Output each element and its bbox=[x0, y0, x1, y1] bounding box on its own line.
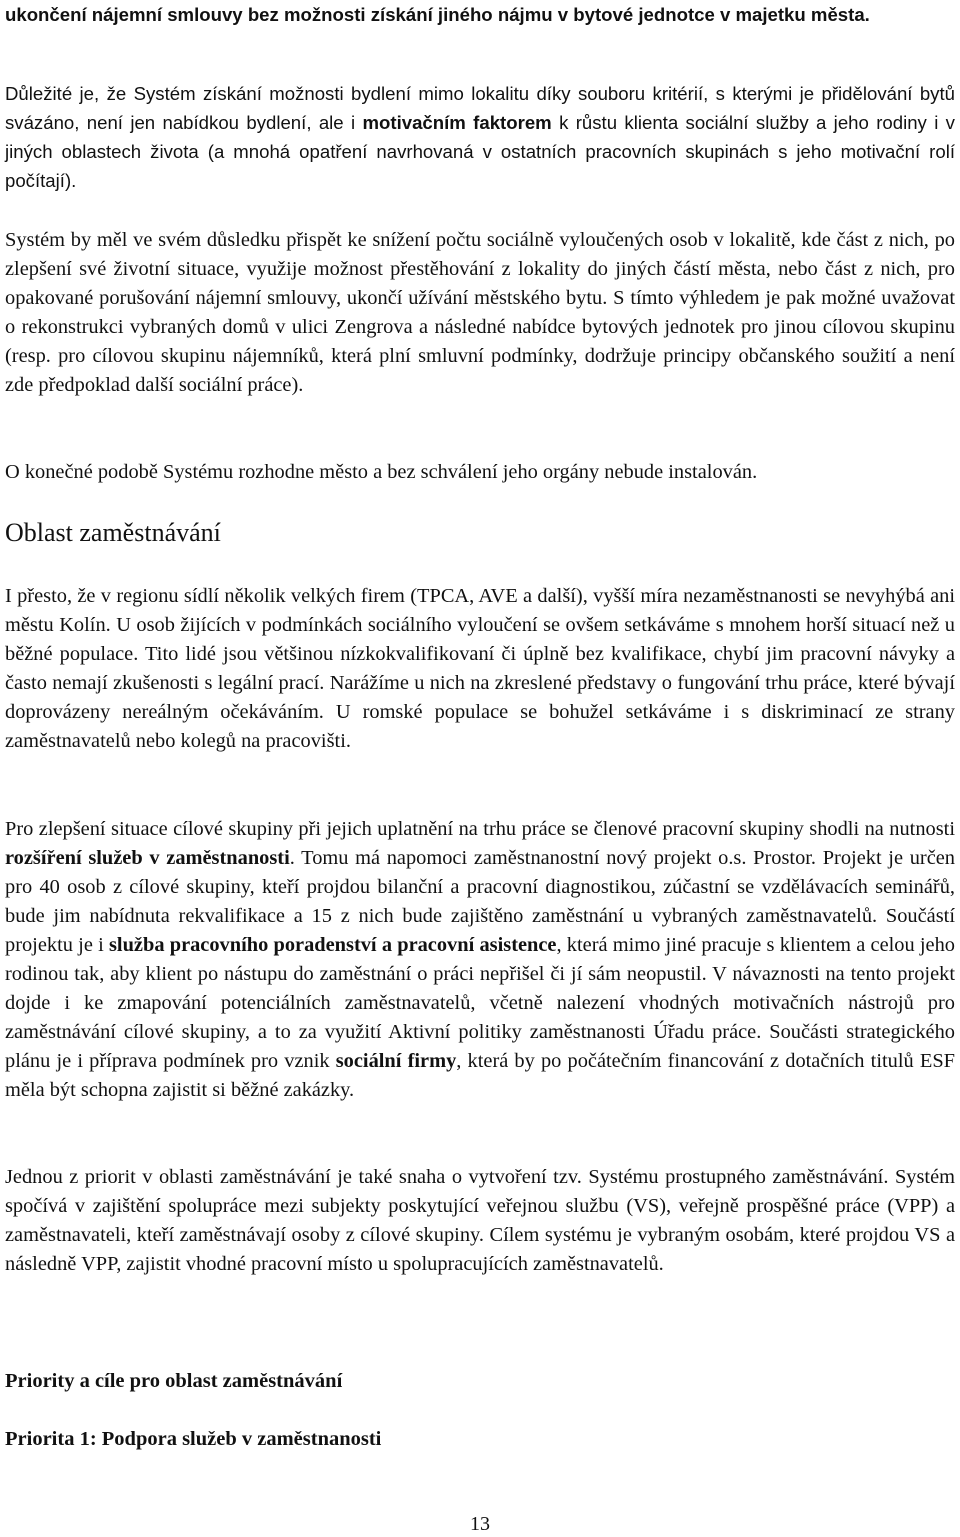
paragraph-text: , která mimo jiné pracuje s klientem a celou jeho rodinou tak, aby klient po nástupu do zaměstnání o práci nepřišel či jí sám neopustil. V návaznosti na tento projekt dojde i ke zmapování potenciálních zaměstnavatelů, včetně nalezení vhodných motivačních nástrojů pro zaměstnávání cílové skupiny, a to za využití Aktivní politiky zaměstnanosti Úřadu práce. Součásti strategického plánu je i příprava podmínek pro vznik bbox=[5, 934, 955, 1072]
paragraph-project bbox=[5, 815, 955, 1105]
page-number: 13 bbox=[470, 1513, 490, 1535]
paragraph-text: , která by po počátečním financování z dotačních titulů ESF měla být schopna zajistit si běžné zakázky. bbox=[5, 1050, 955, 1101]
bold-term: služba pracovního poradenství a pracovní asistence bbox=[108, 934, 557, 956]
section-heading: Oblast zaměstnávání bbox=[5, 518, 221, 547]
paragraph-text: Důležité je, že Systém získání možnosti bydlení mimo lokalitu díky souboru kritérií, s kterými je přidělování bytů svázáno, není jen nabídkou bydlení, ale i bbox=[5, 83, 955, 133]
paragraph-employment-system: Jednou z priorit v oblasti zaměstnávání je také snaha o vytvoření tzv. Systému prostupného zaměstnávání. Systém spočívá v zajištění spolupráce mezi subjekty poskytující veřejnou službu (VS), veřejně prospěšné práce (VPP) a zaměstnavateli, kteří zaměstnávají osoby z cílové skupiny. Cílem systému je vybraným osobám, které projdou VS a následně VPP, zajistit vhodné pracovní místo u spolupracujících zaměstnavatelů. bbox=[5, 1166, 955, 1275]
priority-one-heading: Priorita 1: Podpora služeb v zaměstnanosti bbox=[5, 1428, 382, 1450]
priorities-heading: Priority a cíle pro oblast zaměstnávání bbox=[5, 1370, 343, 1392]
bold-term: rozšíření služeb v zaměstnanosti bbox=[5, 847, 290, 869]
paragraph-unemployment: I přesto, že v regionu sídlí několik velkých firem (TPCA, AVE a další), vyšší míra nezaměstnanosti se nevyhýbá ani městu Kolín. U osob žijících v podmínkách sociálního vyloučení se ovšem setkáváme s mnohem horší situací než u běžné populace. Tito lidé jsou většinou nízkokvalifikovaní či úplně bez kvalifikace, chybí jim pracovní návyky a často nemají zkušenosti s legální prací. Narážíme u nich na zkreslené představy o fungování trhu práce, které bývají doprovázeny nereálným očekáváním. U romské populace se bohužel setkáváme i s diskriminací ze strany zaměstnavatelů nebo kolegů na pracovišti. bbox=[5, 585, 955, 752]
paragraph-city-decision: O konečné podobě Systému rozhodne město a bez schválení jeho orgány nebude instalován. bbox=[5, 461, 758, 483]
intro-bold-text: ukončení nájemní smlouvy bez možnosti získání jiného nájmu v bytové jednotce v majetku města. bbox=[5, 4, 870, 25]
bold-term: motivačním faktorem bbox=[362, 112, 552, 133]
paragraph-motivation bbox=[5, 79, 955, 195]
paragraph-system-impact: Systém by měl ve svém důsledku přispět ke snížení počtu sociálně vyloučených osob v lokalitě, kde část z nich, po zlepšení své životní situace, využije možnost přestěhování z lokality do jiných částí města, nebo část z nich, pro opakované porušování nájemní smlouvy, ukončí užívání městského bytu. S tímto výhledem je pak možné uvažovat o rekonstrukci vybraných domů v ulici Zengrova a následné nabídce bytových jednotek pro jinou cílovou skupinu (resp. pro cílovou skupinu nájemníků, která plní smluvní podmínky, dodržuje principy občanského soužití a není zde předpoklad další sociální práce). bbox=[5, 229, 955, 396]
paragraph-text: k růstu klienta sociální služby a jeho rodiny i v jiných oblastech života (a mnohá opatření navrhovaná v ostatních pracovních skupinách s jeho motivační rolí počítají). bbox=[5, 112, 955, 191]
paragraph-text: . Tomu má napomoci zaměstnanostní nový projekt o.s. Prostor. Projekt je určen pro 40 osob z cílové skupiny, kteří projdou bilanční a pracovní diagnostikou, zúčastní se vzdělávacích seminářů, bude jim nabídnuta rekvalifikace a 15 z nich bude zajištěno zaměstnání u vybraných zaměstnavatelů. Součástí projektu je i bbox=[5, 847, 955, 956]
paragraph-text: Pro zlepšení situace cílové skupiny při jejich uplatnění na trhu práce se členové pracovní skupiny shodli na nutnosti bbox=[5, 818, 955, 840]
paragraph-intro bbox=[5, 0, 955, 29]
bold-term: sociální firmy bbox=[335, 1050, 457, 1072]
